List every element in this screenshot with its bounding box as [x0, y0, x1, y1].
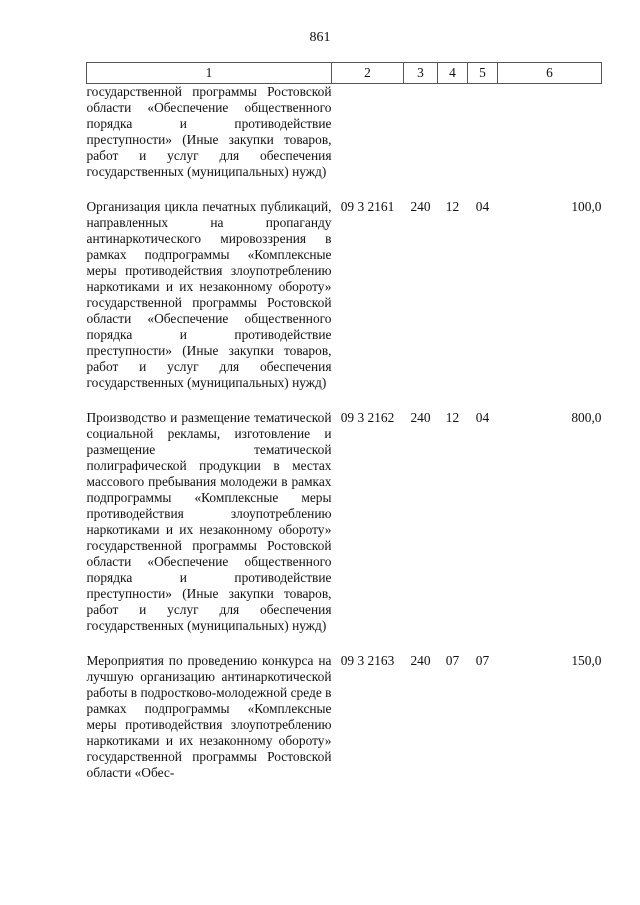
row-code: 09 3 2161 [340, 199, 395, 214]
budget-table [86, 62, 602, 781]
header-col-2: 2 [332, 63, 404, 84]
row-rz: 07 [445, 653, 460, 668]
row-vr: 240 [410, 410, 431, 425]
row-vr: 240 [410, 653, 431, 668]
header-col-1: 1 [87, 63, 332, 84]
row-pr [468, 84, 498, 181]
row-name: Производство и размещение тематической социальной рекламы, изготовление и размещение тематической полиграфической продукции в местах массового пребывания молодежи в рамках подпрограммы «Комплексные меры противодействия злоупотреблению наркотиками и их незаконному обороту» государственной программы Ростовской области «Обеспечение общественного порядка и противодействие преступности» (Иные закупки товаров, работ и услуг для обеспечения государственных (муниципальных) нужд) [86, 410, 332, 633]
row-pr: 04 [475, 199, 490, 214]
row-pr: 07 [475, 653, 490, 668]
row-pr: 04 [475, 410, 490, 425]
page-number: 861 [309, 30, 331, 45]
row-sum: 800,0 [571, 410, 602, 425]
row-rz: 12 [445, 410, 460, 425]
row-vr [404, 84, 438, 181]
row-code: 09 3 2162 [340, 410, 395, 425]
row-spacer [87, 391, 602, 410]
row-code [332, 84, 404, 181]
header-col-6: 6 [498, 63, 602, 84]
table-row [87, 410, 602, 634]
table-row [87, 199, 602, 391]
row-rz: 12 [445, 199, 460, 214]
row-name: государственной программы Ростовской области «Обеспечение общественного порядка и противодействие преступности» (Иные закупки товаров, работ и услуг для обеспечения государственных (муниципальных) нужд) [86, 84, 332, 179]
header-col-5: 5 [468, 63, 498, 84]
table-row [87, 84, 602, 181]
row-sum: 150,0 [571, 653, 602, 668]
row-sum: 100,0 [571, 199, 602, 214]
row-vr: 240 [410, 199, 431, 214]
row-code: 09 3 2163 [340, 653, 395, 668]
row-name: Организация цикла печатных публикаций, направленных на пропаганду антинаркотического мировоззрения в рамках подпрограммы «Комплексные меры противодействия злоупотреблению наркотиками и их незаконному обороту» государственной программы Ростовской области «Обеспечение общественного порядка и противодействие преступности» (Иные закупки товаров, работ и услуг для обеспечения государственных (муниципальных) нужд) [86, 199, 332, 390]
row-spacer [87, 634, 602, 653]
row-rz [438, 84, 468, 181]
row-spacer [87, 180, 602, 199]
table-header-row [87, 63, 602, 84]
header-col-3: 3 [404, 63, 438, 84]
row-name: Мероприятия по проведению конкурса на лучшую организацию антинаркотической работы в подростково-молодежной среде в рамках подпрограммы «Комплексные меры противодействия злоупотреблению наркотиками и их незаконному обороту» государственной программы Ростовской области «Обес- [86, 653, 332, 780]
row-sum [498, 84, 602, 181]
header-col-4: 4 [438, 63, 468, 84]
table-row [87, 653, 602, 781]
